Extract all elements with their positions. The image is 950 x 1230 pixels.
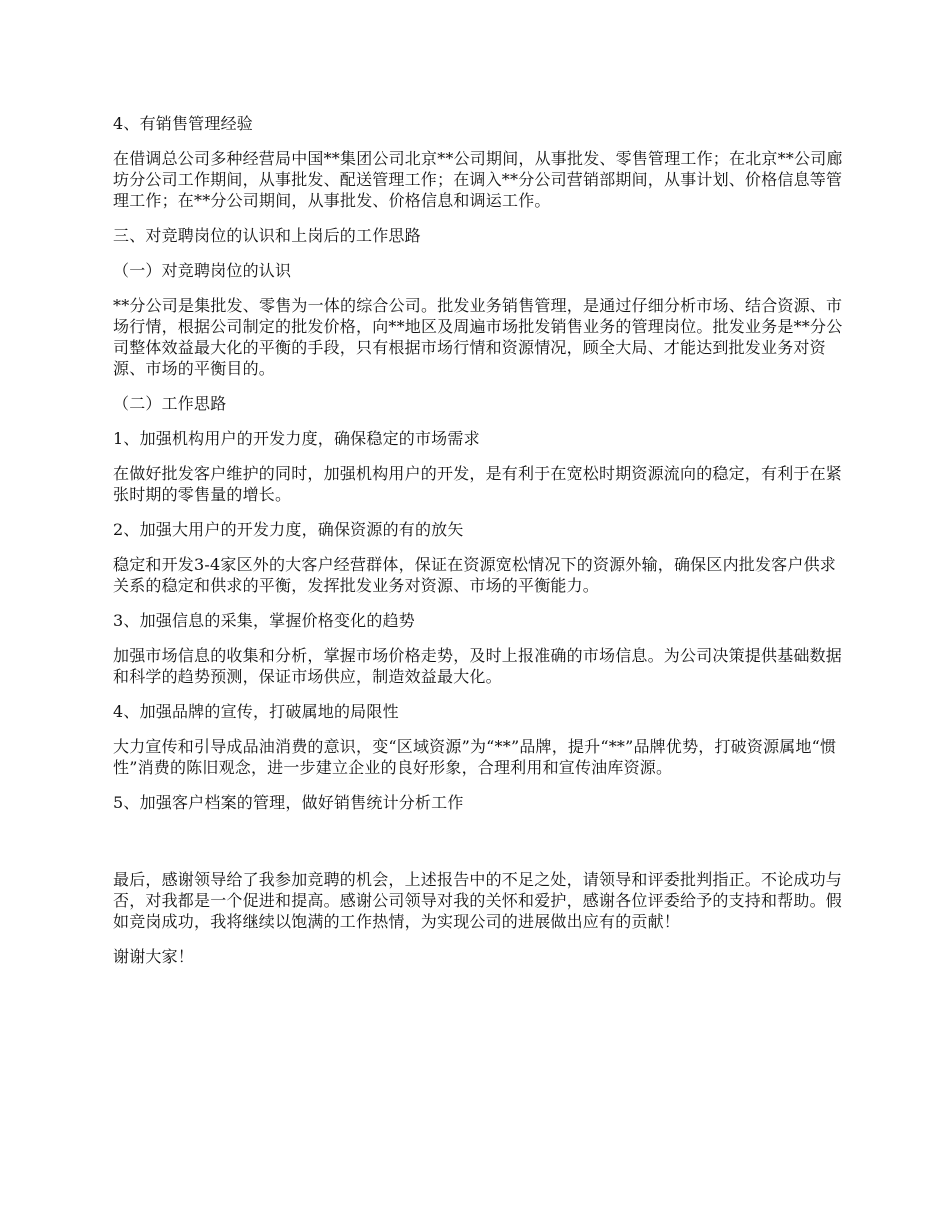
item-heading-information-collection: 3、加强信息的采集，掌握价格变化的趋势 [113,611,415,630]
paragraph-company-overview: **分公司是集批发、零售为一体的综合公司。批发业务销售管理，是通过仔细分析市场、结合资源、市场行情，根据公司制定的批发价格，向**地区及周遍市场批发销售业务的管理岗位。批发业务是**分公司整体效益最大化的平衡的手段，只有根据市场行情和资源情况，顾全大局、才能达到批发业务对资源、市场的平衡目的。 [113,296,843,378]
paragraph-large-users: 稳定和开发3-4家区外的大客户经营群体，保证在资源宽松情况下的资源外输，确保区内批发客户供求关系的稳定和供求的平衡，发挥批发业务对资源、市场的平衡能力。 [113,555,836,595]
section-heading-sales-experience: 4、有销售管理经验 [113,114,253,133]
subsection-heading-work-ideas: （二）工作思路 [113,394,227,413]
paragraph-closing-thanks: 最后，感谢领导给了我参加竞聘的机会，上述报告中的不足之处，请领导和评委批判指正。不论成功与否，对我都是一个促进和提高。感谢公司领导对我的关怀和爱护，感谢各位评委给予的支持和帮助。假如竞岗成功，我将继续以饱满的工作热情，为实现公司的进展做出应有的贡献！ [113,870,843,931]
item-heading-large-users: 2、加强大用户的开发力度，确保资源的有的放矢 [113,520,464,539]
item-heading-institutional-users: 1、加强机构用户的开发力度，确保稳定的市场需求 [113,429,480,448]
blank-spacer [113,827,843,869]
paragraph-work-history: 在借调总公司多种经营局中国**集团公司北京**公司期间，从事批发、零售管理工作；在北京**公司廊坊分公司工作期间，从事批发、配送管理工作；在调入**分公司营销部期间，从事计划、价格信息等管理工作；在**分公司期间，从事批发、价格信息和调运工作。 [113,149,843,210]
paragraph-final-thanks: 谢谢大家！ [113,947,195,966]
paragraph-information-collection: 加强市场信息的收集和分析，掌握市场价格走势，及时上报准确的市场信息。为公司决策提供基础数据和科学的趋势预测，保证市场供应，制造效益最大化。 [113,646,843,686]
paragraph-institutional-users: 在做好批发客户维护的同时，加强机构用户的开发，是有利于在宽松时期资源流向的稳定，有利于在紧张时期的零售量的增长。 [113,464,843,504]
item-heading-brand-promotion: 4、加强品牌的宣传，打破属地的局限性 [113,702,399,721]
document-page [113,113,843,981]
section-heading-position-understanding: 三、对竞聘岗位的认识和上岗后的工作思路 [113,226,421,245]
paragraph-brand-promotion: 大力宣传和引导成品油消费的意识，变“区域资源”为“**”品牌，提升“**”品牌优势，打破资源属地“惯性”消费的陈旧观念，进一步建立企业的良好形象，合理利用和宣传油库资源。 [113,737,837,777]
subsection-heading-position-recognition: （一）对竞聘岗位的认识 [113,261,292,280]
item-heading-customer-archives: 5、加强客户档案的管理，做好销售统计分析工作 [113,793,464,812]
